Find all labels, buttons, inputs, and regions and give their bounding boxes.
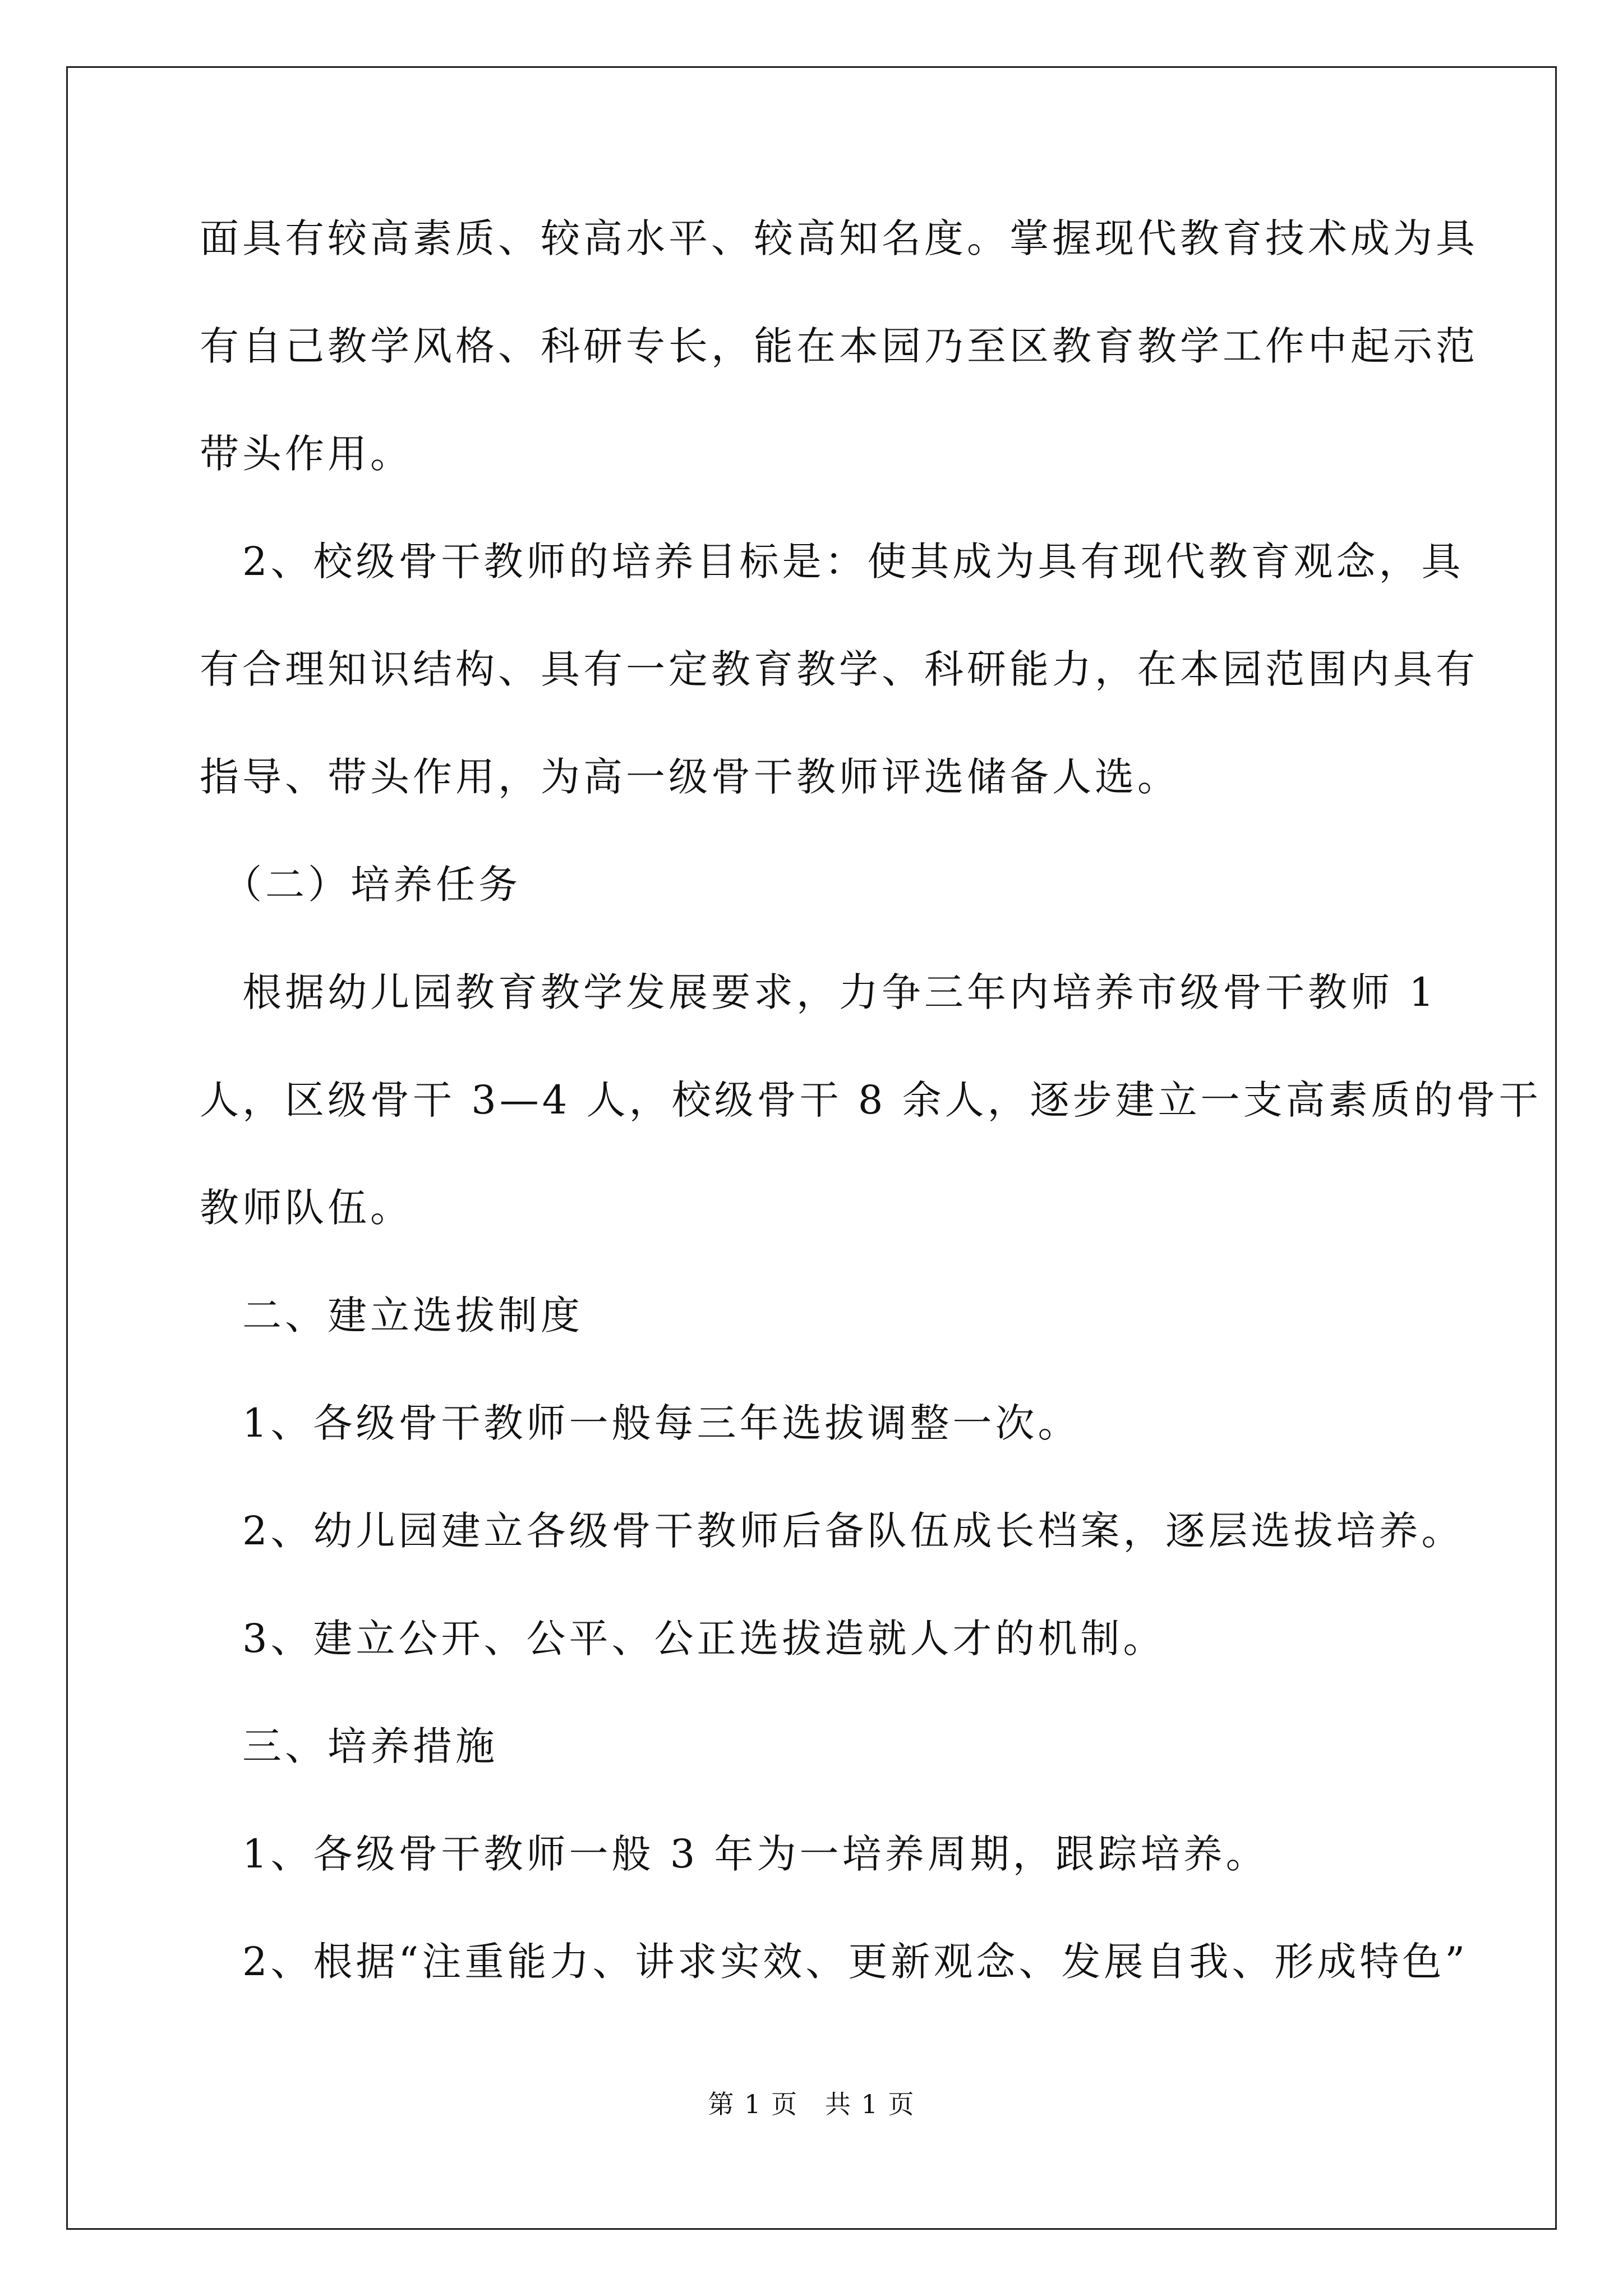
body-line: 人，区级骨干 3—4 人，校级骨干 8 余人，逐步建立一支高素质的骨干 (200, 1077, 1542, 1123)
body-line: 指导、带头作用，为高一级骨干教师评选储备人选。 (200, 754, 1180, 800)
body-line: 2、幼儿园建立各级骨干教师后备队伍成长档案，逐层选拔培养。 (200, 1508, 1464, 1554)
section-heading: 三、培养措施 (200, 1723, 498, 1769)
body-line: 根据幼儿园教育教学发展要求，力争三年内培养市级骨干教师 1 (200, 969, 1437, 1015)
body-line: 带头作用。 (200, 431, 413, 477)
body-line: 2、校级骨干教师的培养目标是：使其成为具有现代教育观念，具 (200, 539, 1464, 585)
body-line: 有合理知识结构、具有一定教育教学、科研能力，在本园范围内具有 (200, 646, 1478, 692)
body-line: 3、建立公开、公平、公正选拔造就人才的机制。 (200, 1616, 1166, 1662)
body-line: 1、各级骨干教师一般每三年选拔调整一次。 (200, 1400, 1081, 1446)
section-heading: 二、建立选拔制度 (200, 1292, 583, 1338)
page-number-footer: 第 1 页 共 1 页 (708, 2089, 915, 2119)
body-line: 2、根据“注重能力、讲求实效、更新观念、发展自我、形成特色” (200, 1939, 1469, 1985)
body-line: 教师队伍。 (200, 1185, 413, 1231)
page-border (66, 66, 1557, 2230)
body-line: 面具有较高素质、较高水平、较高知名度。掌握现代教育技术成为具 (200, 215, 1478, 261)
body-line: 1、各级骨干教师一般 3 年为一培养周期，跟踪培养。 (200, 1831, 1269, 1877)
body-line: 有自己教学风格、科研专长，能在本园乃至区教育教学工作中起示范 (200, 323, 1478, 369)
section-heading: （二）培养任务 (200, 862, 521, 908)
